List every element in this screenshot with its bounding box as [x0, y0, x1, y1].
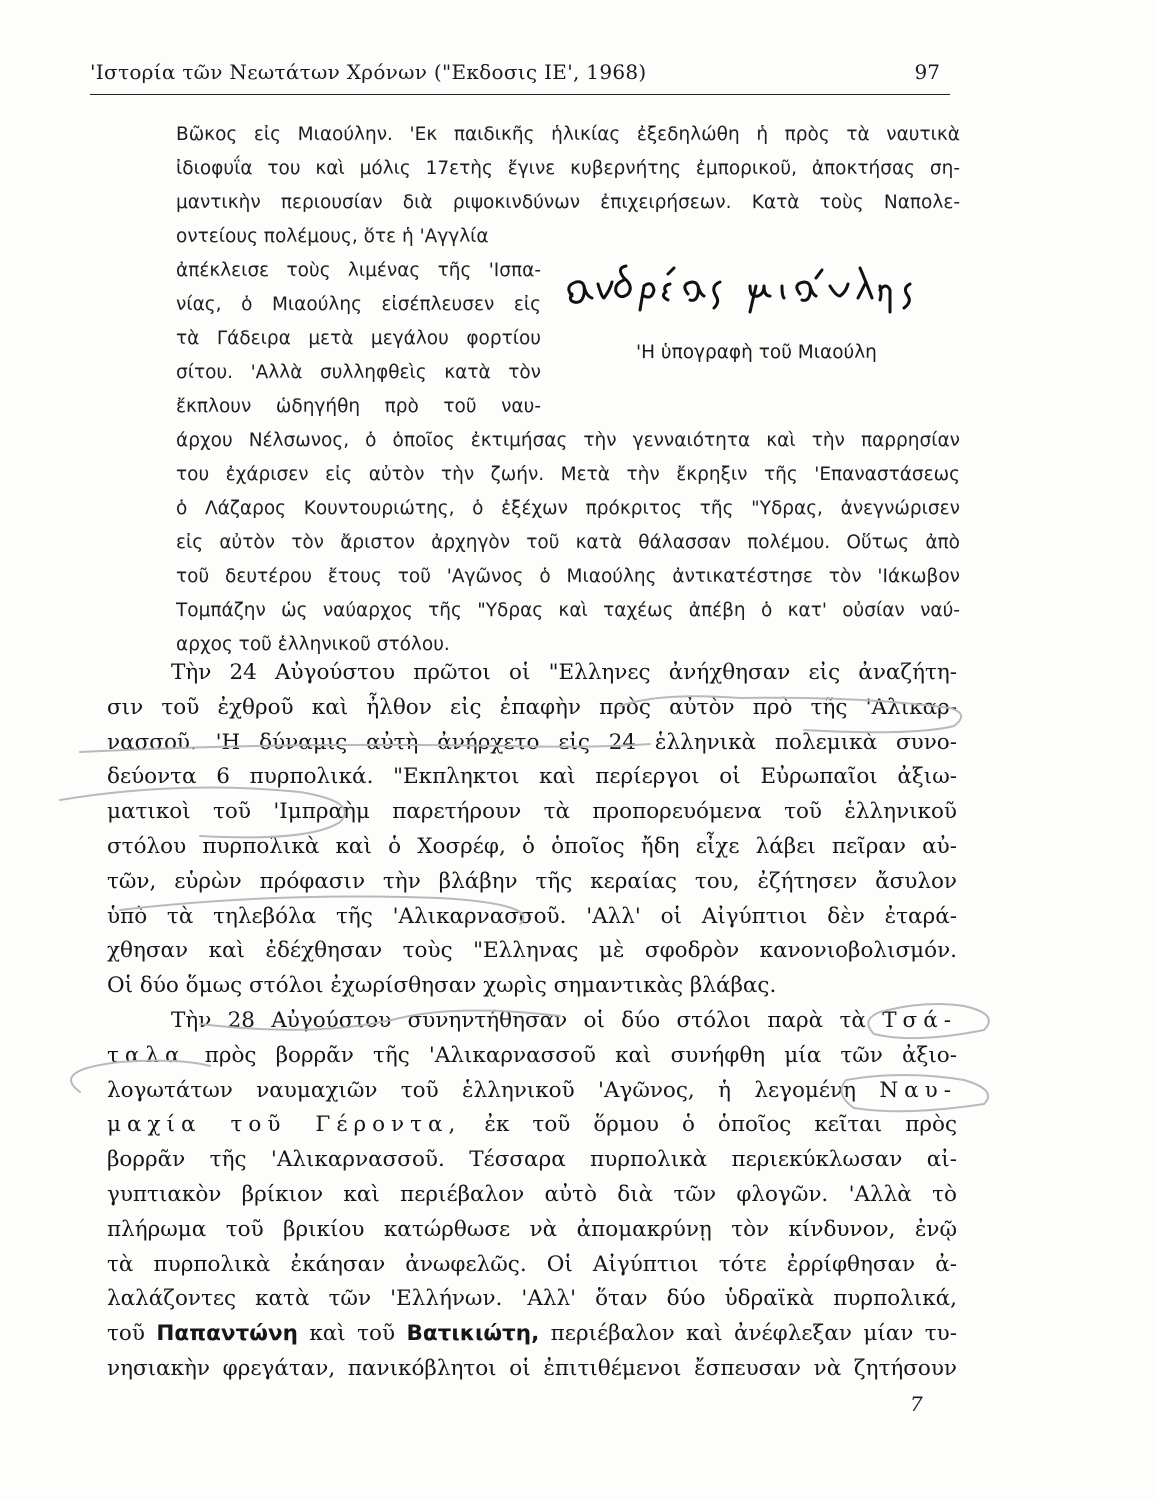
main-line: χθησαν καὶ ἐδέχθησαν τοὺς "Ελληνας μὲ σφοδρὸν κανονιοβολισμόν. — [107, 938, 957, 964]
bio-line: οντείους πολέμους, ὅτε ἡ 'Αγγλία — [176, 226, 489, 247]
page-number: 97 — [914, 60, 940, 84]
bold-name-papantonis: Παπαντώνη — [156, 1321, 298, 1347]
place-name-tsatala-end: ταλα — [107, 1042, 186, 1068]
main-text — [107, 656, 957, 1387]
bio-line: ἰδιοφυΐα του καὶ μόλις 17ετὴς ἔγινε κυβερνήτης ἐμπορικοῦ, ἀποκτήσας ση- — [176, 158, 960, 179]
main-line: σιν τοῦ ἐχθροῦ καὶ ἦλθον εἰς ἐπαφὴν πρὸς αὐτὸν πρὸ τῆς 'Αλικαρ- — [107, 694, 957, 720]
main-line — [107, 1108, 957, 1143]
main-line: ὑπὸ τὰ τηλεβόλα τῆς 'Αλικαρνασσοῦ. 'Αλλ' οἱ Αἰγύπτιοι δὲν ἐταρά- — [107, 903, 957, 929]
miaoulis-signature — [560, 256, 960, 326]
signature-handwriting — [560, 256, 960, 326]
bold-name-vatikiotis: Βατικιώτη, — [406, 1321, 540, 1347]
main-line: Οἱ δύο ὅμως στόλοι ἐχωρίσθησαν χωρὶς σημαντικὰς βλάβας. — [107, 973, 777, 999]
bio-line: ἔκπλουν ὡδηγήθη πρὸ τοῦ ναυ- — [176, 396, 541, 417]
text-run: λογωτάτων ναυμαχιῶν τοῦ ἑλληνικοῦ 'Αγῶνος, ἡ λεγομένη — [107, 1077, 856, 1103]
main-line — [107, 1074, 957, 1109]
running-title: 'Ιστορία τῶν Νεωτάτων Χρόνων ("Εκδοσις ΙΕ', 1968) — [90, 60, 647, 84]
text-run: Τὴν 28 Αὐγούστου συνηντήθησαν οἱ δύο στόλοι παρὰ τὰ — [171, 1007, 866, 1033]
main-line: πλήρωμα τοῦ βρικίου κατώρθωσε νὰ ἀπομακρύνῃ τὸν κίνδυνον, ἐνῷ — [107, 1216, 957, 1242]
main-line: Τὴν 24 Αὐγούστου πρῶτοι οἱ "Ελληνες ἀνήχθησαν εἰς ἀναζήτη- — [171, 660, 957, 685]
text-run: ἐκ τοῦ ὅρμου ὁ ὁποῖος κεῖται πρὸς — [484, 1112, 957, 1138]
main-line: τὰ πυρπολικὰ ἐκάησαν ἀνωφελῶς. Οἱ Αἰγύπτιοι τότε ἐρρίφθησαν ἀ- — [107, 1251, 957, 1277]
place-name-tsatala: Τσά- — [882, 1007, 957, 1033]
battle-name: Ναυ- — [879, 1077, 957, 1103]
main-line: γυπτιακὸν βρίκιον καὶ περιέβαλον αὐτὸ διὰ τῶν φλογῶν. 'Αλλὰ τὸ — [107, 1181, 957, 1207]
main-line: ματικοὶ τοῦ 'Ιμπραὴμ παρετήρουν τὰ προπορευόμενα τοῦ ἑλληνικοῦ — [107, 799, 957, 825]
bio-line: νίας, ὁ Μιαούλης εἰσέπλευσεν εἰς — [176, 294, 541, 315]
signature-text: ἀνδρέας μιαούλης — [560, 324, 570, 325]
main-line: τῶν, εὑρὼν πρόφασιν τὴν βλάβην τῆς κεραίας του, ἐζήτησεν ἄσυλον — [107, 868, 957, 894]
battle-name-end: μαχία τοῦ Γέροντα, — [107, 1112, 462, 1138]
main-line — [107, 1004, 957, 1039]
bio-line: ἀπέκλεισε τοὺς λιμένας τῆς 'Ισπα- — [176, 260, 541, 281]
bio-line: τοῦ δευτέρου ἔτους τοῦ 'Αγῶνος ὁ Μιαούλης ἀντικατέστησε τὸν 'Ιάκωβον — [176, 566, 960, 587]
biography-note — [176, 118, 960, 662]
bio-line: αρχος τοῦ ἑλληνικοῦ στόλου. — [176, 634, 450, 655]
text-run: τοῦ — [107, 1321, 145, 1347]
bio-line: σίτου. 'Αλλὰ συλληφθεὶς κατὰ τὸν — [176, 362, 541, 383]
text-run: περιέβαλον καὶ ἀνέφλεξαν μίαν τυ- — [550, 1321, 957, 1347]
bio-line: εἰς αὐτὸν τὸν ἄριστον ἀρχηγὸν τοῦ κατὰ θάλασσαν πολέμου. Οὕτως ἀπὸ — [176, 532, 960, 553]
main-line: στόλου πυρπολικὰ καὶ ὁ Χοσρέφ, ὁ ὁποῖος ἤδη εἶχε λάβει πεῖραν αὐ- — [107, 833, 957, 859]
main-line — [107, 1039, 957, 1074]
bio-line: Τομπάζην ὡς ναύαρχος τῆς "Υδρας καὶ ταχέως ἀπέβη ὁ κατ' οὐσίαν ναύ- — [176, 600, 960, 621]
bio-line: ὁ Λάζαρος Κουντουριώτης, ὁ ἐξέχων πρόκριτος τῆς "Υδρας, ἀνεγνώρισεν — [176, 498, 960, 519]
bio-line: άρχου Νέλσωνος, ὁ ὁποῖος ἐκτιμήσας τὴν γενναιότητα καὶ τὴν παρρησίαν — [176, 430, 960, 451]
running-header — [90, 60, 950, 95]
bio-line: μαντικὴν περιουσίαν διὰ ριψοκινδύνων ἐπιχειρήσεων. Κατὰ τοὺς Ναπολε- — [176, 192, 960, 213]
main-line: νησιακὴν φρεγάταν, πανικόβλητοι οἱ ἐπιτιθέμενοι ἔσπευσαν νὰ ζητήσουν — [107, 1355, 957, 1381]
main-line: δεύοντα 6 πυρπολικά. "Εκπληκτοι καὶ περίεργοι οἱ Εὐρωπαῖοι ἀξιω- — [107, 764, 957, 790]
text-run: πρὸς βορρᾶν τῆς 'Αλικαρνασσοῦ καὶ συνήφθη μία τῶν ἀξιο- — [204, 1042, 957, 1068]
main-line: βορρᾶν τῆς 'Αλικαρνασσοῦ. Τέσσαρα πυρπολικὰ περιεκύκλωσαν αἰ- — [107, 1147, 957, 1173]
main-line — [107, 1317, 957, 1352]
text-run: καὶ τοῦ — [309, 1321, 396, 1347]
bio-line: τὰ Γάδειρα μετὰ μεγάλου φορτίου — [176, 328, 541, 349]
main-line: λαλάζοντες κατὰ τῶν 'Ελλήνων. 'Αλλ' ὅταν δύο ὑδραϊκὰ πυρπολικά, — [107, 1286, 957, 1312]
signature-mark: 7 — [910, 1392, 923, 1416]
signature-caption: 'Η ὑπογραφὴ τοῦ Μιαούλη — [636, 342, 877, 363]
main-line: νασσοῦ. 'Η δύναμις αὐτὴ ἀνήρχετο εἰς 24 ἑλληνικὰ πολεμικὰ συνο- — [107, 729, 957, 755]
bio-line: Βῶκος εἰς Μιαούλην. 'Εκ παιδικῆς ἡλικίας ἐξεδηλώθη ἡ πρὸς τὰ ναυτικὰ — [176, 124, 960, 145]
bio-line: του ἐχάρισεν εἰς αὐτὸν τὴν ζωήν. Μετὰ τὴν ἔκρηξιν τῆς 'Επαναστάσεως — [176, 464, 960, 485]
